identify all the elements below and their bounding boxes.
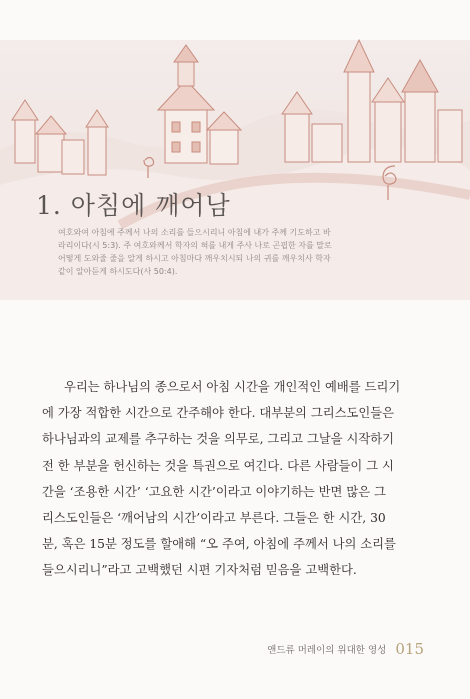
body-line: 하나님과의 교제를 추구하는 것을 의무로, 그리고 그날을 시작하기 — [42, 432, 394, 447]
body-paragraph — [42, 374, 434, 584]
body-line: 우리는 하나님의 종으로서 아침 시간을 개인적인 예배를 드리기 — [64, 380, 401, 394]
body-line: 에 가장 적합한 시간으로 간주해야 한다. 대부분의 그리스도인들은 — [42, 406, 394, 421]
epigraph-line: 같이 알아듣게 하시도다(사 50:4). — [58, 267, 178, 276]
running-title: 앤드류 머레이의 위대한 영성 — [267, 645, 387, 656]
epigraph-line: 어떻게 도와줄 줄을 알게 하시고 아침마다 깨우치시되 나의 귀를 깨우치사 학자 — [58, 254, 331, 263]
page-number: 015 — [395, 640, 424, 658]
body-line: 분, 혹은 15분 정도를 할애해 “오 주여, 아침에 주께서 나의 소리를 — [42, 537, 396, 552]
body-line: 리스도인들은 ‘깨어남의 시간’이라고 부른다. 그들은 한 시간, 30 — [42, 511, 386, 526]
body-line: 들으시리니”라고 고백했던 시편 기자처럼 믿음을 고백한다. — [42, 563, 357, 578]
scripture-epigraph — [58, 226, 422, 278]
body-line: 간을 ‘조용한 시간’ ‘고요한 시간’이라고 이야기하는 반면 많은 그 — [42, 484, 386, 499]
page-footer — [0, 640, 424, 658]
epigraph-line: 여호와여 아침에 주께서 나의 소리를 들으시리니 아침에 내가 주께 기도하고 바 — [58, 228, 331, 237]
body-line: 전 한 부분을 헌신하는 것을 특권으로 여긴다. 다른 사람들이 그 시 — [42, 458, 394, 473]
chapter-title: 1. 아침에 깨어남 — [36, 191, 231, 220]
epigraph-line: 라리이다(시 5:3). 주 여호와께서 학자의 혀를 내게 주사 나로 곤핍한 자를 말로 — [58, 241, 332, 250]
